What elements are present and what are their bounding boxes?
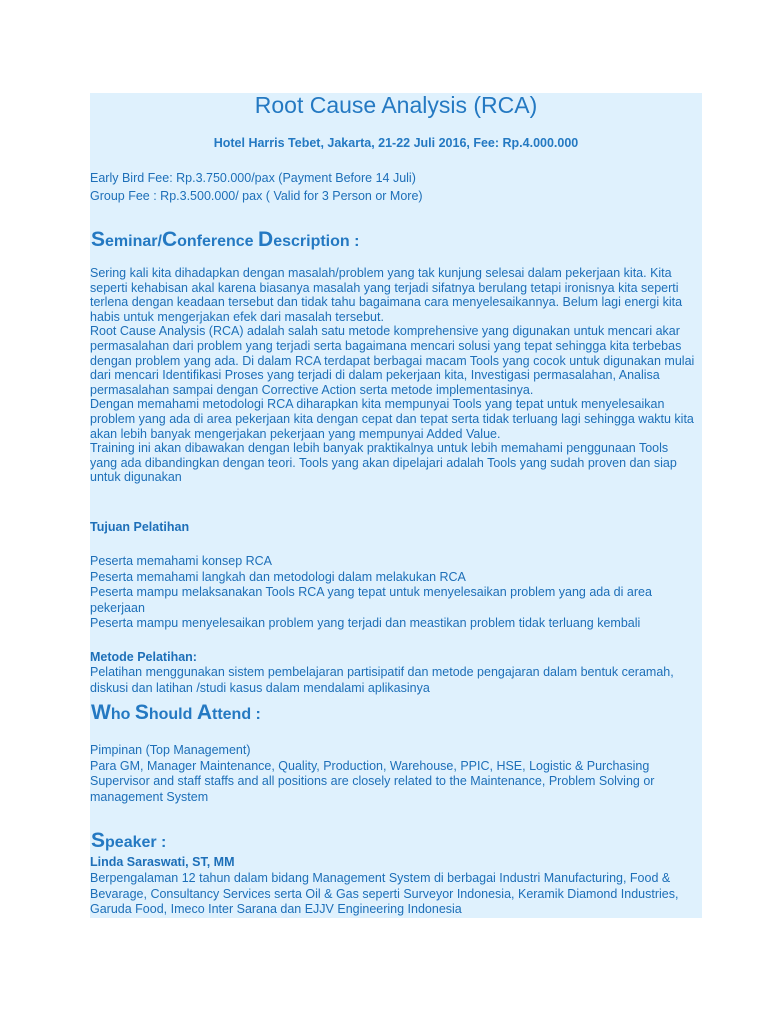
attend-line: Pimpinan (Top Management) — [90, 743, 251, 757]
attend-line: management System — [90, 789, 209, 804]
attend-line: Supervisor and staff staffs and all positions are closely related to the Maintenance, Problem Solving or — [90, 774, 655, 789]
description-line: seperti kehabisan akal karena biasanya masalah yang terjadi sifatnya berulang tetapi ironisnya kita seperti — [90, 280, 679, 295]
tujuan-item: Peserta mampu menyelesaikan problem yang terjadi dan meastikan problem tidak terluang kembali — [90, 616, 641, 631]
tujuan-item: pekerjaan — [90, 600, 145, 615]
tujuan-item: Peserta mampu melaksanakan Tools RCA yang tepat untuk menyelesaikan problem yang ada di area — [90, 585, 652, 600]
attend-line: Para GM, Manager Maintenance, Quality, Production, Warehouse, PPIC, HSE, Logistic & Purchasing — [90, 758, 650, 773]
tujuan-item: Peserta memahami langkah dan metodologi dalam melakukan RCA — [90, 569, 466, 584]
description-line: habis untuk mengerjakan efek dari masalah tersebut. — [90, 309, 384, 324]
metode-line: Pelatihan menggunakan sistem pembelajaran partisipatif dan metode pengajaran dalam bentuk ceramah, — [90, 665, 674, 679]
description-line: akan lebih banyak mengerjakan pekerjaan yang mempunyai Added Value. — [90, 426, 501, 441]
description-line: Training ini akan dibawakan dengan lebih banyak praktikalnya untuk lebih memahami penggunaan Tools — [90, 441, 669, 456]
speaker-bio — [90, 871, 702, 918]
metode-body — [90, 665, 702, 696]
group-fee: Group Fee : Rp.3.500.000/ pax ( Valid for 3 Person or More) — [90, 189, 423, 203]
description-line: problem yang ada di area pekerjaan kita dengan cepat dan tepat serta tidak terluang lagi sehingga waktu kita — [90, 411, 694, 426]
description-line: permasalahan dari problem yang terjadi serta bagaimana mencari solusi yang tepat sehingga kita terbebas — [90, 338, 682, 353]
tujuan-item: Peserta memahami konsep RCA — [90, 554, 273, 568]
tujuan-list — [90, 554, 702, 632]
description-line: yang ada dibandingkan dengan teori. Tools yang akan dipelajari adalah Tools yang sudah proven dan siap — [90, 455, 677, 470]
speaker-bio-line: Berpengalaman 12 tahun dalam bidang Management System di berbagai Industri Manufacturing, Food & — [90, 871, 671, 885]
description-line: terlena dengan keadaan tersebut dan tidak tahu bagaimana cara menyelesaikannya. Belum lagi energi kita — [90, 295, 683, 310]
description-line: Root Cause Analysis (RCA) adalah salah satu metode komprehensive yang digunakan untuk mencari akar — [90, 324, 680, 339]
speaker-bio-line: Bevarage, Consultancy Services serta Oil & Gas seperti Surveyor Indonesia, Keramik Diamond Industries, — [90, 886, 679, 901]
attend-heading: Who Should Attend : — [91, 701, 261, 724]
attend-body — [90, 743, 702, 805]
speaker-heading: Speaker : — [91, 829, 167, 852]
page-title: Root Cause Analysis (RCA) — [254, 92, 538, 118]
description-line: dari mencari Identifikasi Proses yang terjadi di dalam pekerjaan kita, Investigasi permasalahan, Analisa — [90, 368, 660, 383]
speaker-name: Linda Saraswati, ST, MM — [90, 855, 235, 869]
metode-line: diskusi dan latihan /studi kasus dalam mendalami aplikasinya — [90, 680, 430, 695]
speaker-bio-line: Garuda Food, Imeco Inter Sarana dan EJJV Engineering Indonesia — [90, 902, 462, 917]
description-line: untuk digunakan — [90, 470, 182, 485]
description-line: permasalahan sampai dengan Corrective Action serta metode implementasinya. — [90, 382, 534, 397]
early-bird-fee: Early Bird Fee: Rp.3.750.000/pax (Payment Before 14 Juli) — [90, 171, 416, 185]
metode-label: Metode Pelatihan: — [90, 650, 197, 664]
description-line: dengan problem yang ada. Di dalam RCA terdapat berbagai macam Tools yang cocok untuk digunakan mulai — [90, 353, 695, 368]
event-subtitle: Hotel Harris Tebet, Jakarta, 21-22 Juli 2016, Fee: Rp.4.000.000 — [213, 136, 579, 150]
description-line: Sering kali kita dihadapkan dengan masalah/problem yang tak kunjung selesai dalam pekerjaan kita. Kita — [90, 266, 672, 280]
tujuan-label: Tujuan Pelatihan — [90, 520, 190, 534]
description-heading: Seminar/Conference Description : — [91, 228, 360, 251]
description-body — [90, 266, 702, 485]
description-line: Dengan memahami metodologi RCA diharapkan kita mempunyai Tools yang tepat untuk menyelesaikan — [90, 397, 665, 412]
